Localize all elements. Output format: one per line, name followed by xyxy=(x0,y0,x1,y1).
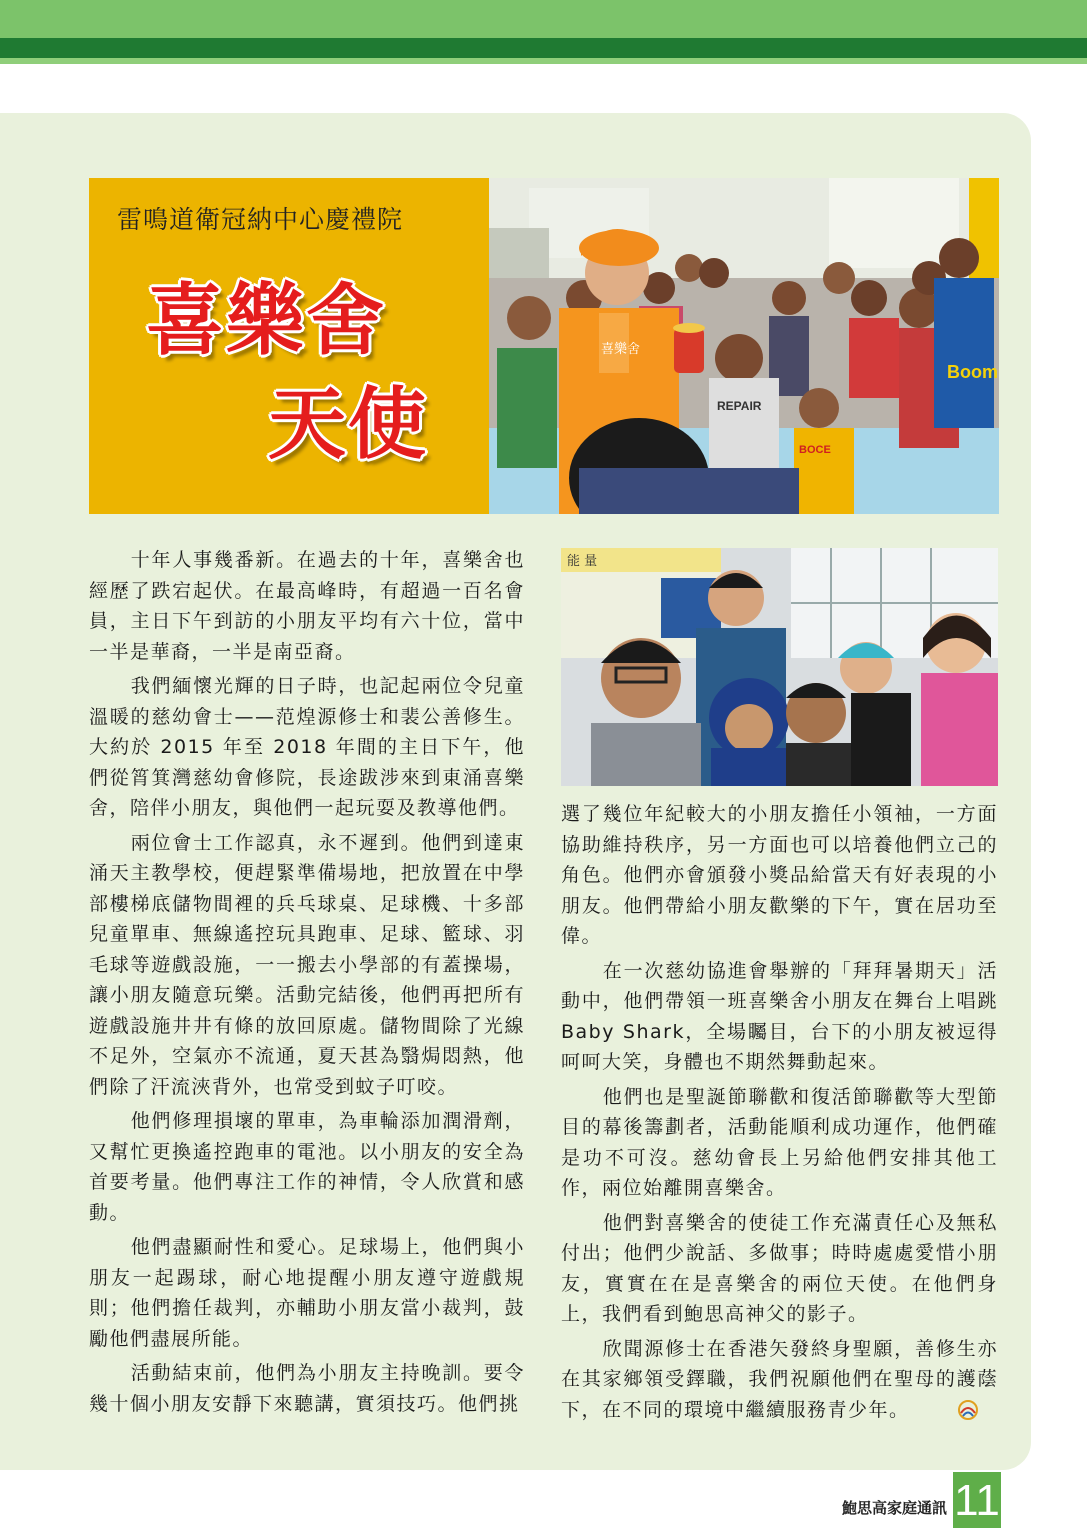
publication-name: 鮑思高家庭通訊 xyxy=(841,1499,947,1517)
header-band-line xyxy=(0,58,1087,64)
paragraph: 兩位會士工作認真，永不遲到。他們到達東涌天主教學校，便趕緊準備場地，把放置在中學部樓梯底儲物間裡的兵乓球桌、足球機、十多部兒童單車、無線遙控玩具跑車、足球、籃球、羽毛球等遊戲設施，一一搬去小學部的有蓋操場，讓小朋友隨意玩樂。活動完結後，他們再把所有遊戲設施井井有條的放回原處。儲物間除了光線不足外，空氣亦不流通，夏天甚為翳焗悶熱，他們除了汗流浹背外，也常受到蚊子叮咬。 xyxy=(89,831,525,1098)
paragraph-final-text: 欣聞源修士在香港矢發終身聖願，善修生亦在其家鄉領受鐸職，我們祝願他們在聖母的護蔭下，在不同的環境中繼續服務青少年。 xyxy=(561,1337,998,1421)
paragraph-continuation: 選了幾位年紀較大的小朋友擔任小領袖，一方面協助維持秩序，另一方面也可以培養他們立己的角色。他們亦會頒發小獎品給當天有好表現的小朋友。他們帶給小朋友歡樂的下午，實在居功至偉。 xyxy=(561,803,998,947)
paragraph: 他們也是聖誕節聯歡和復活節聯歡等大型節目的幕後籌劃者，活動能順利成功運作，他們確是功不可沒。慈幼會長上另給他們安排其他工作，兩位始離開喜樂舍。 xyxy=(561,1085,998,1199)
paragraph: 十年人事幾番新。在過去的十年，喜樂舍也經歷了跌宕起伏。在最高峰時，有超過一百名會員，主日下午到訪的小朋友平均有六十位，當中一半是華裔，一半是南亞裔。 xyxy=(89,549,525,663)
shirt-text-repair: REPAIR xyxy=(717,399,762,413)
page-number: 11 xyxy=(954,1476,1000,1525)
article-title-line1: 喜樂舍 xyxy=(146,276,387,366)
article-left-column xyxy=(89,545,525,1423)
article-subtitle: 雷鳴道衛冠納中心慶禮院 xyxy=(117,205,404,234)
board-text: 能 量 xyxy=(567,554,598,569)
paragraph: 活動結束前，他們為小朋友主持晚訓。要令幾十個小朋友安靜下來聽講，實須技巧。他們挑 xyxy=(89,1362,525,1415)
shirt-text-boce: BOCE xyxy=(799,444,831,456)
article-right-column xyxy=(561,799,998,1429)
group-photo xyxy=(561,548,998,786)
article-title-line2: 天使 xyxy=(268,380,429,470)
paragraph: 他們盡顯耐性和愛心。足球場上，他們與小朋友一起踢球，耐心地提醒小朋友遵守遊戲規則；他們擔任裁判，亦輔助小朋友當小裁判，鼓勵他們盡展所能。 xyxy=(89,1236,525,1350)
paragraph: 我們緬懷光輝的日子時，也記起兩位令兒童溫暖的慈幼會士——范煌源修士和裴公善修生。大約於 2015 年至 2018 年間的主日下午，他們從筲箕灣慈幼會修院，長途跋涉來到東涌喜樂舍，陪伴小朋友，與他們一起玩耍及教導他們。 xyxy=(89,675,525,819)
end-mark-icon xyxy=(914,1399,940,1421)
paragraph: 在一次慈幼協進會舉辦的「拜拜暑期天」活動中，他們帶領一班喜樂舍小朋友在舞台上唱跳 Baby Shark，全場矚目，台下的小朋友被逗得呵呵大笑，身體也不期然舞動起來。 xyxy=(561,959,998,1073)
classroom-photo xyxy=(489,178,999,514)
paragraph: 他們修理損壞的單車，為車輪添加潤滑劑，又幫忙更換遙控跑車的電池。以小朋友的安全為首要考量。他們專注工作的神情，令人欣賞和感動。 xyxy=(89,1110,525,1224)
shirt-text-cap: 喜樂舍 xyxy=(601,342,641,357)
header-band-light xyxy=(0,0,1087,38)
shirt-text-boom: Boom xyxy=(947,362,998,382)
paragraph: 他們對喜樂舍的使徒工作充滿責任心及無私付出；他們少說話、多做事；時時處處愛惜小朋友，實實在在是喜樂舍的兩位天使。在他們身上，我們看到鮑思高神父的影子。 xyxy=(561,1211,998,1325)
paragraph-final xyxy=(561,1334,998,1426)
header-band-dark xyxy=(0,38,1087,58)
